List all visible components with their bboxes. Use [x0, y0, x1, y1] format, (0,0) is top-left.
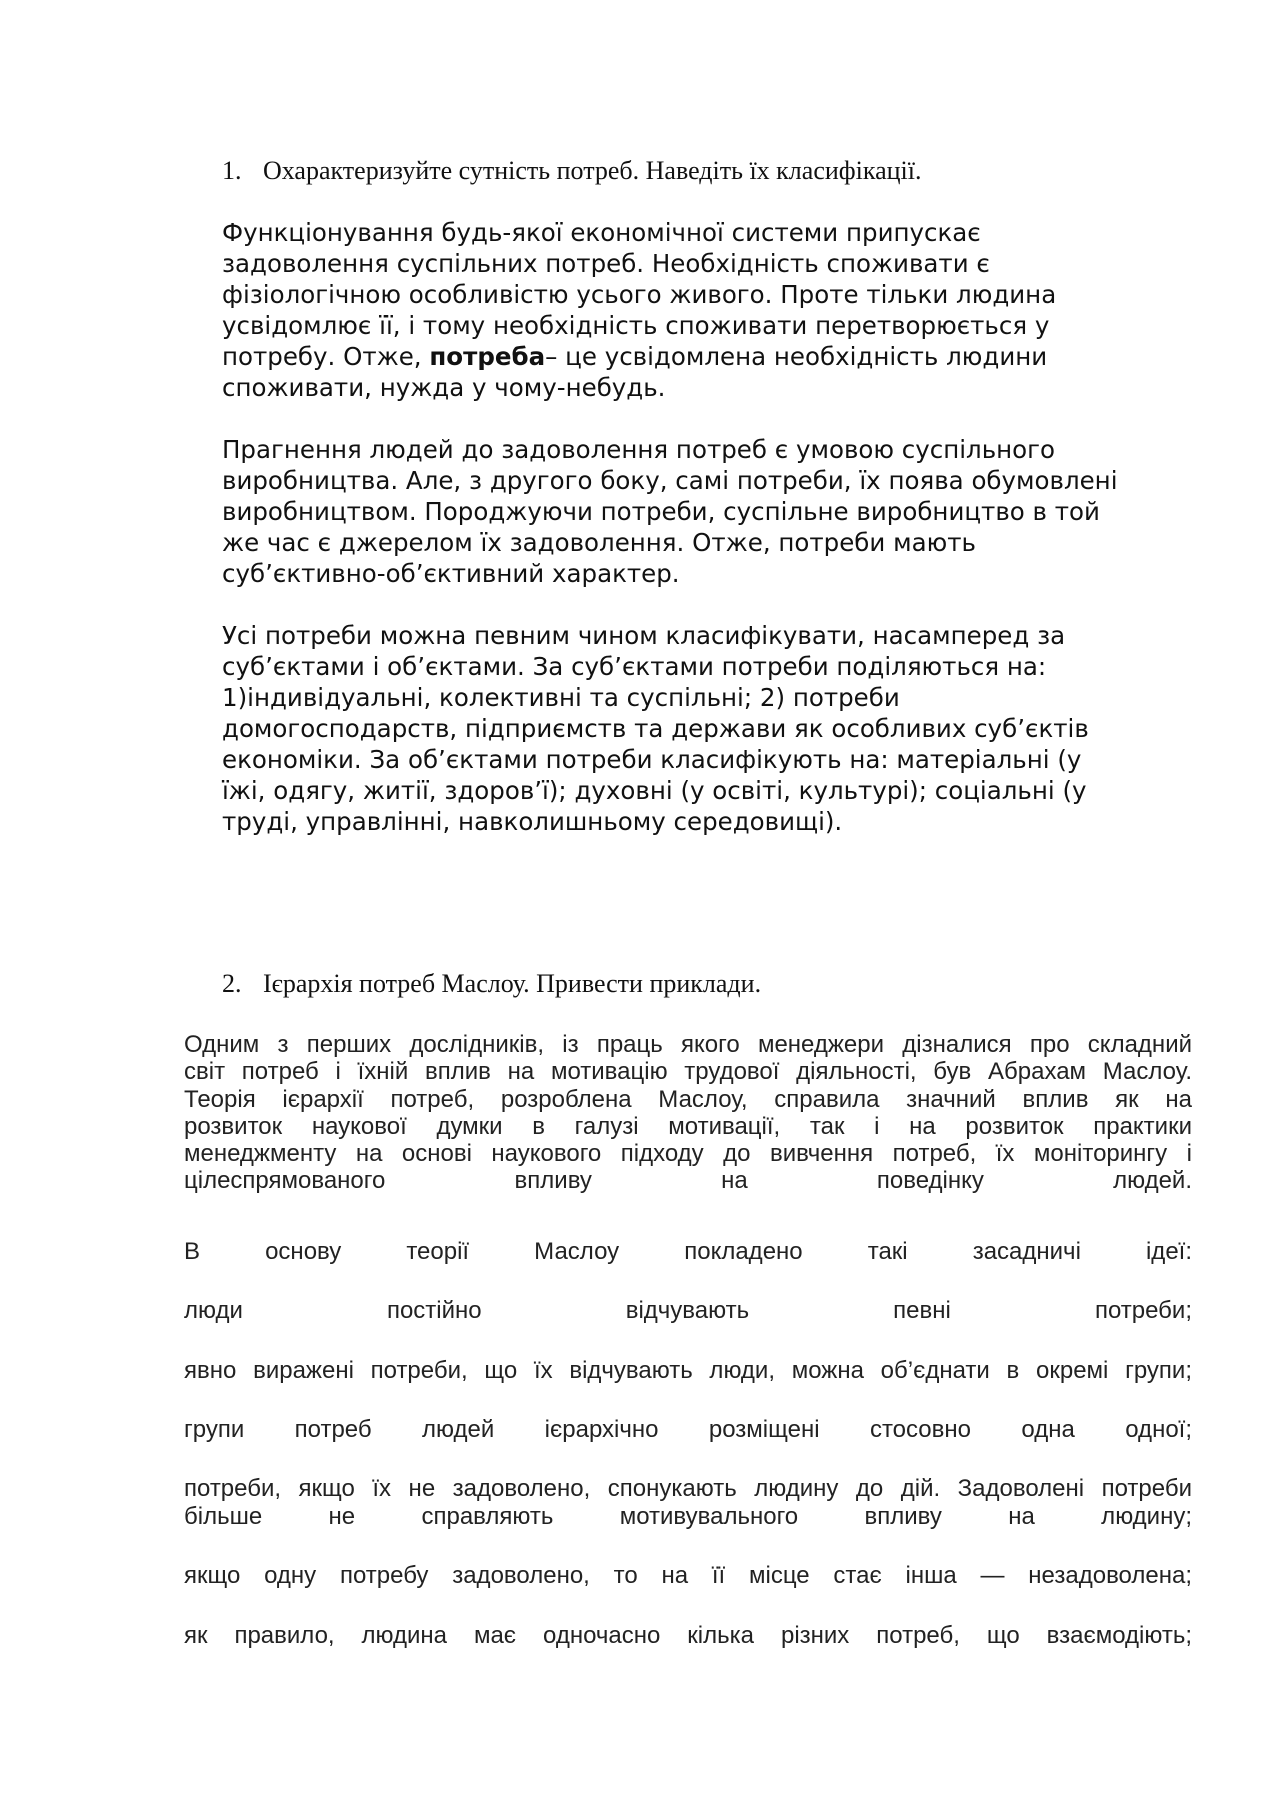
- text-line: Теорія ієрархії потреб, розроблена Маслоу, справила значний вплив як на: [184, 1086, 1192, 1113]
- idea-line: більше не справляють мотивувального впливу на людину;: [184, 1503, 1192, 1530]
- section-2-heading: [222, 969, 761, 999]
- section-2-title: Ієрархія потреб Маслоу. Привести приклади.: [263, 969, 762, 998]
- section-1-number: 1.: [222, 156, 242, 185]
- text-line: розвиток наукової думки в галузі мотивації, так і на розвиток практики: [184, 1113, 1192, 1140]
- term-bold: потреба: [429, 342, 546, 371]
- section-1-heading: [222, 156, 921, 186]
- text-line: Одним з перших дослідників, із праць якого менеджери дізналися про складний: [184, 1031, 1192, 1058]
- idea-line: потреби, якщо їх не задоволено, спонукають людину до дій. Задоволені потреби: [184, 1475, 1192, 1502]
- idea-line: люди постійно відчувають певні потреби;: [184, 1297, 1192, 1324]
- text-line: світ потреб і їхній вплив на мотивацію трудової діяльності, був Абрахам Маслоу.: [184, 1058, 1192, 1085]
- text-line: цілеспрямованого впливу на поведінку людей.: [184, 1167, 1192, 1194]
- section-2-number: 2.: [222, 969, 242, 998]
- idea-line: якщо одну потребу задоволено, то на її місце стає інша — незадоволена;: [184, 1562, 1192, 1589]
- section-1-paragraph-3: Усі потреби можна певним чином класифікувати, насамперед за суб’єктами і об’єктами. За суб’єктами потреби поділяються на: 1)індивідуальні, колективні та суспільні; 2) потреби домогосподарств, підприємств та держави як особливих суб’єктів економіки. За об’єктами потреби класифікують на: матеріальні (у їжі, одягу, житії, здоров’ї); духовні (у освіті, культурі); соціальні (у труді, управлінні, навколишньому середовищі).: [222, 621, 1089, 836]
- section-1-paragraph-1: [222, 217, 1122, 403]
- paragraph-text: Функціонування будь-якої економічної системи припускає задоволення суспільних потреб. Необхідність споживати є фізіологічною особливістю усього живого. Проте тільки людина усвідомлює її, і тому необхідність споживати перетворюється у потребу. Отже,: [222, 218, 1057, 371]
- idea-line: групи потреб людей ієрархічно розміщені стосовно одна одної;: [184, 1416, 1192, 1443]
- section-1-paragraph-2: Прагнення людей до задоволення потреб є умовою суспільного виробництва. Але, з другого боку, самі потреби, їх поява обумовлені виробництвом. Породжуючи потреби, суспільне виробництво в той же час є джерелом їх задоволення. Отже, потреби мають суб’єктивно-об’єктивний характер.: [222, 435, 1118, 588]
- idea-line: явно виражені потреби, що їх відчувають люди, можна об’єднати в окремі групи;: [184, 1357, 1192, 1384]
- idea-line: як правило, людина має одночасно кілька різних потреб, що взаємодіють;: [184, 1622, 1192, 1649]
- section-1-title: Охарактеризуйте сутність потреб. Наведіть їх класифікації.: [263, 156, 922, 185]
- text-line: менеджменту на основі наукового підходу до вивчення потреб, їх моніторингу і: [184, 1140, 1192, 1167]
- theory-intro-line: В основу теорії Маслоу покладено такі засадничі ідеї:: [184, 1238, 1192, 1265]
- paragraph-text: – це усвідомлена необхідність людини споживати, нужда у чому-небудь.: [222, 342, 1048, 402]
